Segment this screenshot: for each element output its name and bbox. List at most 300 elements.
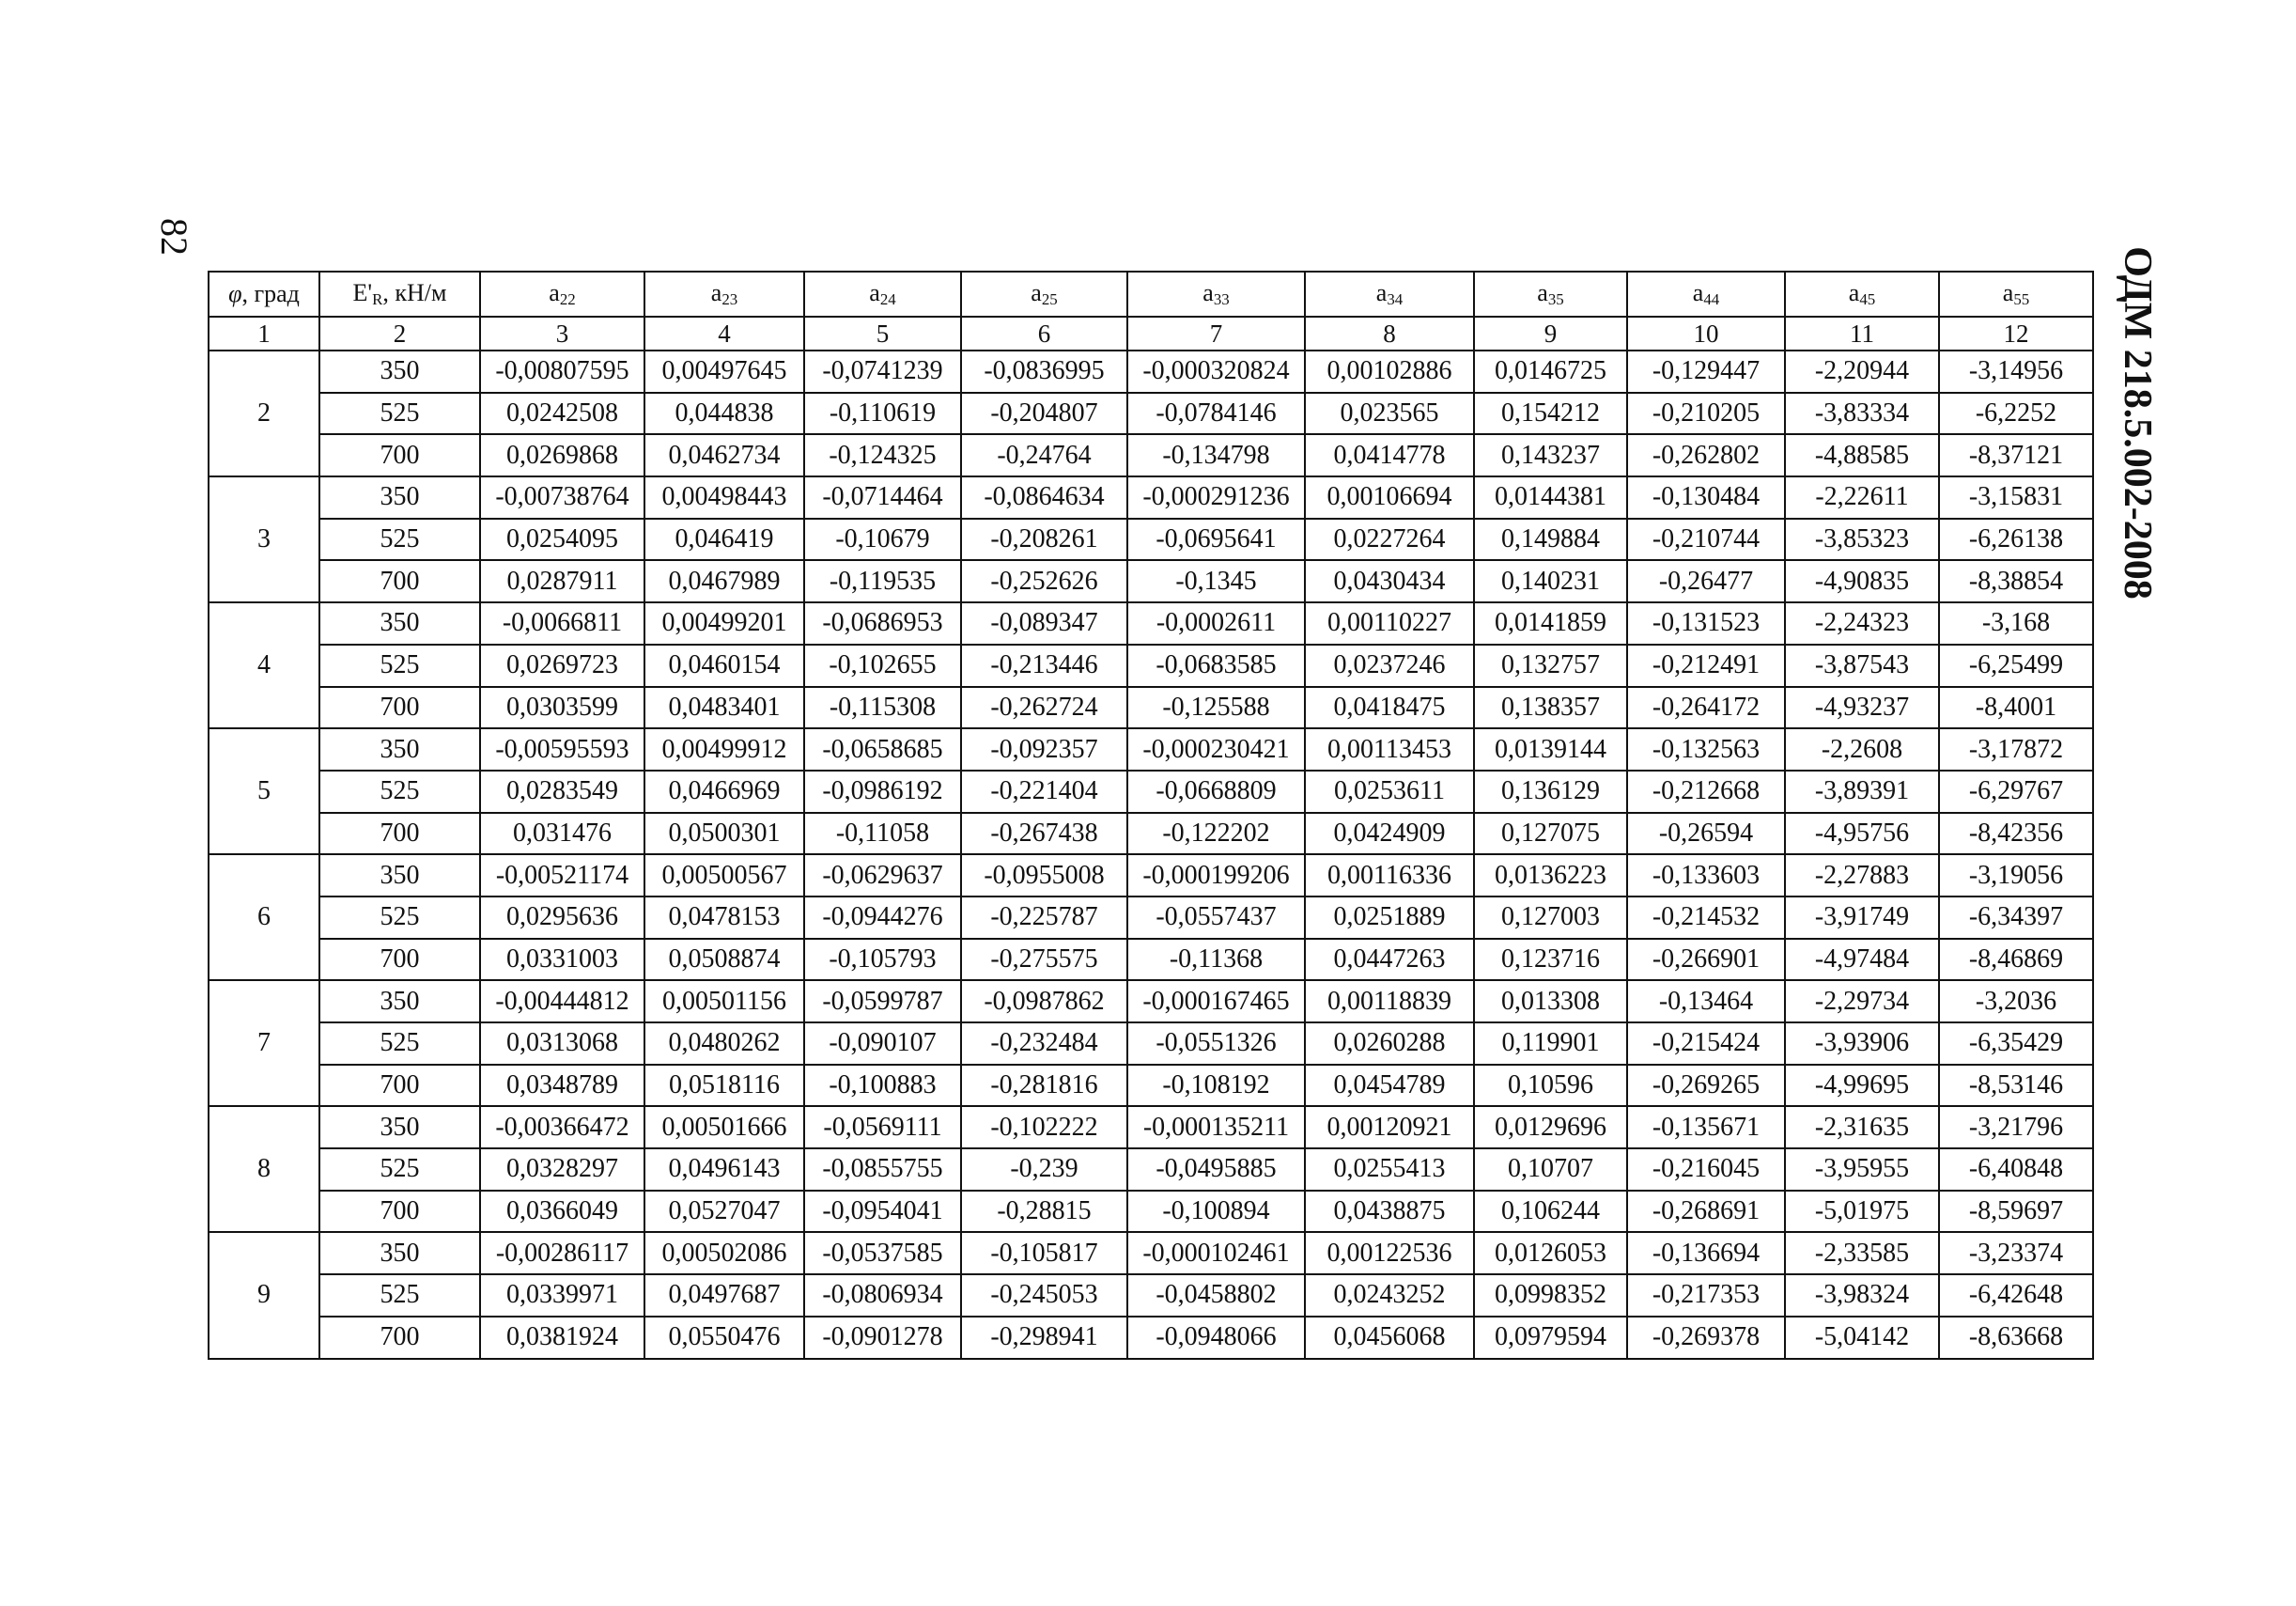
coefficient-cell: 0,0497687	[644, 1274, 804, 1317]
phi-value-cell: 9	[209, 1232, 319, 1358]
e-value-cell: 350	[319, 1232, 480, 1274]
coefficient-cell: 0,0254095	[480, 519, 644, 561]
table-row	[209, 1106, 2093, 1148]
coefficient-cell: 0,0328297	[480, 1148, 644, 1191]
coefficient-cell: -0,0855755	[804, 1148, 961, 1191]
coefficient-cell: -0,00595593	[480, 728, 644, 771]
coefficient-cell: 0,119901	[1474, 1022, 1627, 1065]
e-value-cell: 525	[319, 1274, 480, 1317]
table-row	[209, 1317, 2093, 1359]
coefficient-cell: -0,266901	[1627, 939, 1785, 981]
column-number: 11	[1785, 317, 1939, 351]
header-e-load	[319, 272, 480, 317]
coefficient-cell: -0,204807	[961, 393, 1127, 435]
coefficient-cell: 0,0424909	[1305, 813, 1474, 855]
coefficient-cell: -0,298941	[961, 1317, 1127, 1359]
coefficient-cell: -3,89391	[1785, 771, 1939, 813]
header-a35: $a_{35}$	[1474, 272, 1627, 317]
coefficient-cell: -0,0537585	[804, 1232, 961, 1274]
coefficient-cell: 0,0550476	[644, 1317, 804, 1359]
coefficient-cell: -0,0066811	[480, 602, 644, 645]
coefficient-cell: -2,33585	[1785, 1232, 1939, 1274]
coefficient-cell: -3,23374	[1939, 1232, 2093, 1274]
coefficient-cell: -0,000199206	[1127, 854, 1305, 897]
coefficient-cell: -6,34397	[1939, 897, 2093, 939]
coefficient-cell: 0,0348789	[480, 1065, 644, 1107]
coefficient-cell: -6,42648	[1939, 1274, 2093, 1317]
coefficient-cell: 0,00113453	[1305, 728, 1474, 771]
coefficient-cell: 0,0381924	[480, 1317, 644, 1359]
coefficient-cell: 0,0287911	[480, 560, 644, 602]
coefficient-cell: -0,00807595	[480, 351, 644, 393]
e-letter: E'	[352, 278, 373, 306]
coefficient-cell: -0,0714464	[804, 476, 961, 519]
coefficient-cell: -0,216045	[1627, 1148, 1785, 1191]
coefficient-cell: 0,0414778	[1305, 434, 1474, 476]
coefficient-cell: -0,0864634	[961, 476, 1127, 519]
coefficient-cell: -0,0986192	[804, 771, 961, 813]
coefficient-cell: -0,129447	[1627, 351, 1785, 393]
coefficient-cell: -0,000291236	[1127, 476, 1305, 519]
table-row	[209, 1065, 2093, 1107]
column-number: 10	[1627, 317, 1785, 351]
coefficient-cell: 0,031476	[480, 813, 644, 855]
phi-value-cell: 4	[209, 602, 319, 728]
coefficient-cell: -0,215424	[1627, 1022, 1785, 1065]
coefficient-cell: -3,93906	[1785, 1022, 1939, 1065]
header-a23: $a_{23}$	[644, 272, 804, 317]
coefficient-cell: 0,00497645	[644, 351, 804, 393]
coefficient-cell: -3,21796	[1939, 1106, 2093, 1148]
coefficient-cell: -8,4001	[1939, 687, 2093, 729]
column-number: 8	[1305, 317, 1474, 351]
e-value-cell: 700	[319, 1317, 480, 1359]
coefficient-cell: -6,25499	[1939, 645, 2093, 687]
coefficient-cell: -8,53146	[1939, 1065, 2093, 1107]
coefficient-cell: -0,00366472	[480, 1106, 644, 1148]
coefficient-cell: 0,00500567	[644, 854, 804, 897]
coefficient-cell: -6,35429	[1939, 1022, 2093, 1065]
coefficient-cell: -0,119535	[804, 560, 961, 602]
coefficient-cell: -0,210205	[1627, 393, 1785, 435]
coefficient-cell: 0,0430434	[1305, 560, 1474, 602]
coefficient-cell: 0,00116336	[1305, 854, 1474, 897]
e-value-cell: 525	[319, 897, 480, 939]
coefficient-cell: 0,10707	[1474, 1148, 1627, 1191]
coefficient-cell: -0,0806934	[804, 1274, 961, 1317]
coefficient-cell: 0,00122536	[1305, 1232, 1474, 1274]
coefficient-cell: -0,0944276	[804, 897, 961, 939]
coefficient-cell: 0,0283549	[480, 771, 644, 813]
coefficient-cell: 0,00501666	[644, 1106, 804, 1148]
coefficient-cell: -5,01975	[1785, 1191, 1939, 1233]
coefficient-cell: -0,102222	[961, 1106, 1127, 1148]
coefficient-cell: 0,140231	[1474, 560, 1627, 602]
table-row	[209, 1191, 2093, 1233]
coefficient-cell: -3,168	[1939, 602, 2093, 645]
header-a44: $a_{44}$	[1627, 272, 1785, 317]
coefficient-cell: 0,136129	[1474, 771, 1627, 813]
coefficient-cell: 0,149884	[1474, 519, 1627, 561]
coefficient-cell: -0,00444812	[480, 980, 644, 1022]
header-a24: $a_{24}$	[804, 272, 961, 317]
coefficient-cell: -0,115308	[804, 687, 961, 729]
coefficient-cell: -0,133603	[1627, 854, 1785, 897]
coefficient-cell: -0,00286117	[480, 1232, 644, 1274]
coefficient-cell: 0,00120921	[1305, 1106, 1474, 1148]
coefficient-cell: -6,2252	[1939, 393, 2093, 435]
e-value-cell: 350	[319, 602, 480, 645]
coefficient-cell: -0,0002611	[1127, 602, 1305, 645]
e-value-cell: 700	[319, 560, 480, 602]
table-row	[209, 897, 2093, 939]
e-value-cell: 525	[319, 1022, 480, 1065]
coefficient-cell: -0,24764	[961, 434, 1127, 476]
coefficient-cell: 0,023565	[1305, 393, 1474, 435]
header-row	[209, 272, 2093, 317]
table-row	[209, 602, 2093, 645]
coefficient-cell: -0,28815	[961, 1191, 1127, 1233]
coefficient-cell: 0,00502086	[644, 1232, 804, 1274]
coefficient-cell: 0,0527047	[644, 1191, 804, 1233]
coefficient-cell: -0,212668	[1627, 771, 1785, 813]
coefficient-cell: -3,2036	[1939, 980, 2093, 1022]
table-row	[209, 854, 2093, 897]
coefficient-cell: -2,22611	[1785, 476, 1939, 519]
coefficient-cell: -3,98324	[1785, 1274, 1939, 1317]
coefficient-cell: -2,2608	[1785, 728, 1939, 771]
coefficient-cell: -3,14956	[1939, 351, 2093, 393]
e-value-cell: 700	[319, 1065, 480, 1107]
coefficient-cell: 0,0242508	[480, 393, 644, 435]
coefficient-cell: -0,00521174	[480, 854, 644, 897]
page-number: 82	[153, 218, 195, 256]
e-unit: , кН/м	[382, 278, 447, 306]
coefficient-cell: -0,00738764	[480, 476, 644, 519]
coefficient-cell: 0,0237246	[1305, 645, 1474, 687]
column-number-row	[209, 317, 2093, 351]
e-subscript: R	[372, 290, 383, 309]
coefficient-cell: 0,143237	[1474, 434, 1627, 476]
coefficient-cell: 0,00501156	[644, 980, 804, 1022]
coefficient-cell: -4,90835	[1785, 560, 1939, 602]
coefficient-cell: -0,0629637	[804, 854, 961, 897]
header-a55: $a_{55}$	[1939, 272, 2093, 317]
coefficient-cell: -0,10679	[804, 519, 961, 561]
table-row	[209, 1148, 2093, 1191]
coefficient-cell: -0,212491	[1627, 645, 1785, 687]
coefficient-cell: 0,00498443	[644, 476, 804, 519]
table-row	[209, 434, 2093, 476]
coefficient-cell: -3,83334	[1785, 393, 1939, 435]
coefficient-cell: 0,0243252	[1305, 1274, 1474, 1317]
coefficient-cell: -8,37121	[1939, 434, 2093, 476]
coefficient-cell: -0,0784146	[1127, 393, 1305, 435]
coefficient-cell: -0,0495885	[1127, 1148, 1305, 1191]
e-value-cell: 350	[319, 1106, 480, 1148]
table-row	[209, 645, 2093, 687]
coefficient-cell: 0,0454789	[1305, 1065, 1474, 1107]
e-value-cell: 700	[319, 687, 480, 729]
e-value-cell: 525	[319, 645, 480, 687]
coefficient-cell: -0,11368	[1127, 939, 1305, 981]
coefficient-cell: -8,63668	[1939, 1317, 2093, 1359]
coefficient-cell: -0,262802	[1627, 434, 1785, 476]
coefficient-cell: -0,0551326	[1127, 1022, 1305, 1065]
coefficient-cell: -4,93237	[1785, 687, 1939, 729]
coefficient-cell: -8,42356	[1939, 813, 2093, 855]
coefficient-cell: 0,013308	[1474, 980, 1627, 1022]
phi-value-cell: 8	[209, 1106, 319, 1232]
coefficient-cell: -0,0948066	[1127, 1317, 1305, 1359]
coefficient-cell: 0,106244	[1474, 1191, 1627, 1233]
coefficient-cell: -0,0569111	[804, 1106, 961, 1148]
column-number: 4	[644, 317, 804, 351]
coefficient-cell: -0,245053	[961, 1274, 1127, 1317]
coefficient-cell: 0,0518116	[644, 1065, 804, 1107]
coefficient-cell: 0,0126053	[1474, 1232, 1627, 1274]
coefficient-cell: 0,044838	[644, 393, 804, 435]
document-code: ОДМ 218.5.002-2008	[2116, 246, 2159, 600]
coefficient-cell: -2,27883	[1785, 854, 1939, 897]
coefficient-cell: 0,0480262	[644, 1022, 804, 1065]
coefficient-cell: -0,0954041	[804, 1191, 961, 1233]
coefficient-cell: -0,264172	[1627, 687, 1785, 729]
table-row	[209, 939, 2093, 981]
coefficient-cell: 0,127003	[1474, 897, 1627, 939]
column-number: 6	[961, 317, 1127, 351]
coefficient-cell: 0,0483401	[644, 687, 804, 729]
coefficient-cell: -0,281816	[961, 1065, 1127, 1107]
e-value-cell: 700	[319, 434, 480, 476]
coefficient-cell: -3,17872	[1939, 728, 2093, 771]
coefficient-cell: 0,0227264	[1305, 519, 1474, 561]
coefficient-cell: -3,19056	[1939, 854, 2093, 897]
coefficient-cell: -0,134798	[1127, 434, 1305, 476]
coefficient-cell: -0,210744	[1627, 519, 1785, 561]
header-a33: $a_{33}$	[1127, 272, 1305, 317]
table-row	[209, 476, 2093, 519]
coefficient-cell: -0,131523	[1627, 602, 1785, 645]
coefficient-cell: -0,213446	[961, 645, 1127, 687]
coefficient-cell: -0,0658685	[804, 728, 961, 771]
coefficient-cell: -4,97484	[1785, 939, 1939, 981]
coefficient-cell: 0,0313068	[480, 1022, 644, 1065]
coefficient-cell: -8,38854	[1939, 560, 2093, 602]
coefficient-cell: -0,092357	[961, 728, 1127, 771]
coefficient-cell: 0,0139144	[1474, 728, 1627, 771]
coefficient-cell: -0,269265	[1627, 1065, 1785, 1107]
coefficient-cell: -0,122202	[1127, 813, 1305, 855]
coefficient-cell: 0,0339971	[480, 1274, 644, 1317]
coefficient-cell: -0,275575	[961, 939, 1127, 981]
coefficient-cell: 0,0438875	[1305, 1191, 1474, 1233]
coefficient-cell: -3,15831	[1939, 476, 2093, 519]
header-a22: $a_{22}$	[480, 272, 644, 317]
coefficient-cell: 0,046419	[644, 519, 804, 561]
coefficient-cell: 0,0508874	[644, 939, 804, 981]
coefficient-cell: -6,40848	[1939, 1148, 2093, 1191]
coefficient-cell: 0,0478153	[644, 897, 804, 939]
coefficient-cell: -0,130484	[1627, 476, 1785, 519]
coefficient-cell: 0,0331003	[480, 939, 644, 981]
coefficient-cell: -0,225787	[961, 897, 1127, 939]
coefficient-cell: -0,1345	[1127, 560, 1305, 602]
table-row	[209, 393, 2093, 435]
coefficient-cell: -0,0836995	[961, 351, 1127, 393]
coefficient-cell: 0,0466969	[644, 771, 804, 813]
coefficient-cell: -0,110619	[804, 393, 961, 435]
coefficient-cell: -0,13464	[1627, 980, 1785, 1022]
header-a34: $a_{34}$	[1305, 272, 1474, 317]
table-row	[209, 980, 2093, 1022]
coefficient-cell: -3,91749	[1785, 897, 1939, 939]
coefficient-cell: -0,217353	[1627, 1274, 1785, 1317]
coefficient-cell: -0,102655	[804, 645, 961, 687]
phi-unit: , град	[241, 280, 300, 307]
phi-symbol: φ	[228, 280, 242, 307]
coefficient-cell: -0,232484	[961, 1022, 1127, 1065]
table-row	[209, 1232, 2093, 1274]
coefficient-cell: 0,10596	[1474, 1065, 1627, 1107]
coefficient-cell: 0,0260288	[1305, 1022, 1474, 1065]
coefficient-cell: -0,000102461	[1127, 1232, 1305, 1274]
coefficient-cell: -0,262724	[961, 687, 1127, 729]
e-value-cell: 350	[319, 351, 480, 393]
coefficient-cell: 0,0456068	[1305, 1317, 1474, 1359]
coefficient-cell: -5,04142	[1785, 1317, 1939, 1359]
column-number: 12	[1939, 317, 2093, 351]
coefficient-cell: -0,0686953	[804, 602, 961, 645]
phi-value-cell: 3	[209, 476, 319, 602]
table-row	[209, 687, 2093, 729]
coefficient-cell: -0,208261	[961, 519, 1127, 561]
phi-value-cell: 5	[209, 728, 319, 854]
coefficient-cell: -0,252626	[961, 560, 1127, 602]
coefficient-cell: -0,239	[961, 1148, 1127, 1191]
coefficient-cell: 0,0366049	[480, 1191, 644, 1233]
coefficient-cell: -0,214532	[1627, 897, 1785, 939]
coefficient-cell: -4,99695	[1785, 1065, 1939, 1107]
coefficient-cell: -8,59697	[1939, 1191, 2093, 1233]
table-row	[209, 1274, 2093, 1317]
coefficient-cell: -4,95756	[1785, 813, 1939, 855]
coefficient-cell: -0,089347	[961, 602, 1127, 645]
coefficient-cell: 0,0141859	[1474, 602, 1627, 645]
coefficient-cell: -3,95955	[1785, 1148, 1939, 1191]
coefficient-cell: -0,0683585	[1127, 645, 1305, 687]
e-value-cell: 700	[319, 939, 480, 981]
e-value-cell: 700	[319, 1191, 480, 1233]
coefficient-cell: -0,0695641	[1127, 519, 1305, 561]
coefficient-cell: 0,0447263	[1305, 939, 1474, 981]
coefficient-cell: -0,124325	[804, 434, 961, 476]
coefficient-cell: 0,0295636	[480, 897, 644, 939]
coefficients-table	[208, 271, 2094, 1360]
coefficient-cell: 0,00499912	[644, 728, 804, 771]
header-a25: $a_{25}$	[961, 272, 1127, 317]
coefficient-cell: -0,136694	[1627, 1232, 1785, 1274]
e-value-cell: 525	[319, 771, 480, 813]
coefficient-cell: 0,0255413	[1305, 1148, 1474, 1191]
phi-value-cell: 7	[209, 980, 319, 1106]
table-row	[209, 351, 2093, 393]
coefficient-cell: -0,0458802	[1127, 1274, 1305, 1317]
header-a45: $a_{45}$	[1785, 272, 1939, 317]
coefficient-cell: -8,46869	[1939, 939, 2093, 981]
coefficient-cell: -2,20944	[1785, 351, 1939, 393]
coefficient-cell: -0,090107	[804, 1022, 961, 1065]
coefficient-cell: -0,000135211	[1127, 1106, 1305, 1148]
coefficient-cell: -6,29767	[1939, 771, 2093, 813]
e-value-cell: 350	[319, 728, 480, 771]
coefficient-cell: -0,267438	[961, 813, 1127, 855]
coefficient-cell: -4,88585	[1785, 434, 1939, 476]
coefficient-cell: 0,123716	[1474, 939, 1627, 981]
table-row	[209, 813, 2093, 855]
table-row	[209, 1022, 2093, 1065]
e-value-cell: 525	[319, 519, 480, 561]
coefficient-cell: 0,0269868	[480, 434, 644, 476]
phi-value-cell: 2	[209, 351, 319, 476]
coefficient-cell: 0,0500301	[644, 813, 804, 855]
coefficient-cell: -0,132563	[1627, 728, 1785, 771]
column-number: 3	[480, 317, 644, 351]
coefficient-cell: 0,00110227	[1305, 602, 1474, 645]
e-value-cell: 525	[319, 393, 480, 435]
table-row	[209, 771, 2093, 813]
coefficient-cell: 0,154212	[1474, 393, 1627, 435]
coefficient-cell: 0,127075	[1474, 813, 1627, 855]
e-value-cell: 350	[319, 476, 480, 519]
coefficient-cell: -2,29734	[1785, 980, 1939, 1022]
coefficient-cell: -0,0987862	[961, 980, 1127, 1022]
coefficient-cell: -0,0668809	[1127, 771, 1305, 813]
coefficient-cell: 0,0418475	[1305, 687, 1474, 729]
coefficient-cell: 0,0146725	[1474, 351, 1627, 393]
coefficient-cell: -2,31635	[1785, 1106, 1939, 1148]
coefficient-cell: -0,125588	[1127, 687, 1305, 729]
coefficient-cell: -0,0901278	[804, 1317, 961, 1359]
coefficient-cell: -3,85323	[1785, 519, 1939, 561]
coefficient-cell: -0,000320824	[1127, 351, 1305, 393]
coefficient-cell: -0,135671	[1627, 1106, 1785, 1148]
coefficient-cell: 0,0253611	[1305, 771, 1474, 813]
coefficient-cell: 0,0144381	[1474, 476, 1627, 519]
phi-value-cell: 6	[209, 854, 319, 980]
coefficient-cell: 0,0462734	[644, 434, 804, 476]
coefficient-cell: 0,0460154	[644, 645, 804, 687]
coefficient-cell: 0,0496143	[644, 1148, 804, 1191]
table-row	[209, 560, 2093, 602]
coefficient-cell: -0,221404	[961, 771, 1127, 813]
coefficient-cell: 0,00106694	[1305, 476, 1474, 519]
coefficient-cell: -0,26594	[1627, 813, 1785, 855]
header-phi	[209, 272, 319, 317]
coefficient-cell: -0,26477	[1627, 560, 1785, 602]
coefficient-cell: -0,105817	[961, 1232, 1127, 1274]
coefficient-cell: -0,105793	[804, 939, 961, 981]
coefficient-cell: 0,0129696	[1474, 1106, 1627, 1148]
coefficient-cell: -0,108192	[1127, 1065, 1305, 1107]
coefficient-cell: 0,0303599	[480, 687, 644, 729]
coefficient-cell: -0,0599787	[804, 980, 961, 1022]
coefficient-cell: -0,100894	[1127, 1191, 1305, 1233]
coefficient-cell: -0,000167465	[1127, 980, 1305, 1022]
coefficient-cell: 0,0467989	[644, 560, 804, 602]
coefficient-cell: -0,0741239	[804, 351, 961, 393]
coefficient-cell: 0,00499201	[644, 602, 804, 645]
